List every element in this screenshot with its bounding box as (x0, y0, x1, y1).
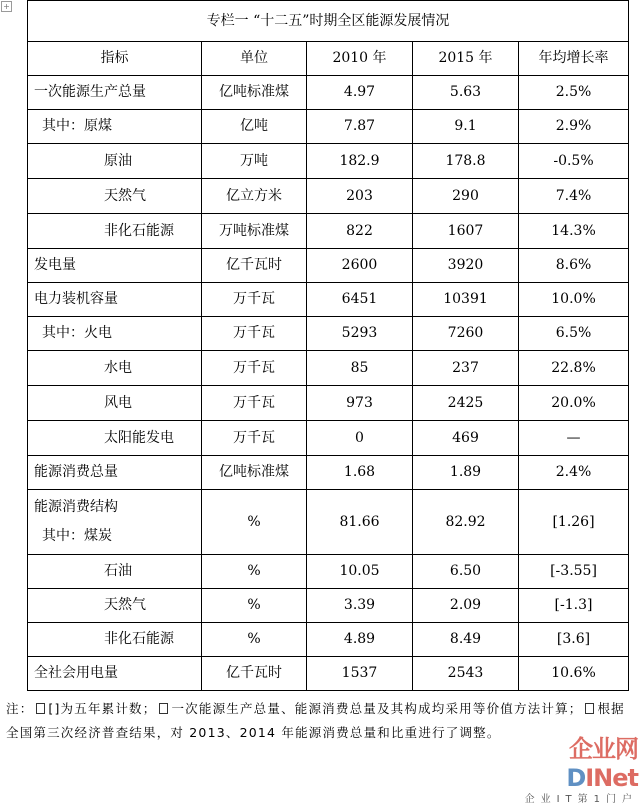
cell-2015: 2543 (413, 657, 519, 691)
cell-indicator: 石油 (28, 555, 202, 589)
cell-2015: 8.49 (413, 623, 519, 657)
cell-indicator: 其中：火电 (28, 317, 202, 351)
cell-unit: % (202, 623, 307, 657)
table-row (28, 555, 629, 589)
cell-2010: 3.39 (307, 589, 413, 623)
table-title: 专栏一 “十二五”时期全区能源发展情况 (28, 1, 629, 42)
cell-unit: 亿吨标准煤 (202, 76, 307, 110)
table-row (28, 76, 629, 110)
table-row (28, 110, 629, 144)
cell-unit: 亿吨 (202, 110, 307, 144)
cell-2010: 2600 (307, 249, 413, 283)
cell-2010: 1537 (307, 657, 413, 691)
footnote-prefix: 注： (6, 701, 34, 716)
cell-unit: 亿千瓦时 (202, 657, 307, 691)
table-row (28, 351, 629, 386)
cell-2015: 7260 (413, 317, 519, 351)
cell-growth: 2.9% (519, 110, 629, 144)
header-indicator: 指标 (28, 42, 202, 76)
cell-2010: 822 (307, 214, 413, 249)
cell-growth: 7.4% (519, 179, 629, 214)
cell-growth: [3.6] (519, 623, 629, 657)
cell-indicator: 全社会用电量 (28, 657, 202, 691)
cell-growth: [1.26] (519, 490, 629, 555)
cell-indicator: 发电量 (28, 249, 202, 283)
cell-2015: 290 (413, 179, 519, 214)
cell-2015: 2425 (413, 386, 519, 421)
cell-growth: -0.5% (519, 144, 629, 179)
cell-2015: 5.63 (413, 76, 519, 110)
table-row (28, 214, 629, 249)
cell-growth: 8.6% (519, 249, 629, 283)
table-row (28, 317, 629, 351)
cell-indicator: 风电 (28, 386, 202, 421)
checkbox-glyph-icon (159, 703, 168, 714)
table-header-row (28, 42, 629, 76)
cell-unit: 万千瓦 (202, 351, 307, 386)
table-title-row (28, 1, 629, 42)
cell-indicator: 天然气 (28, 179, 202, 214)
cell-growth: 2.5% (519, 76, 629, 110)
cell-unit: 亿立方米 (202, 179, 307, 214)
cell-2015: 178.8 (413, 144, 519, 179)
cell-growth: 10.6% (519, 657, 629, 691)
header-2015: 2015 年 (413, 42, 519, 76)
cell-indicator: 电力装机容量 (28, 283, 202, 317)
cell-indicator: 一次能源生产总量 (28, 76, 202, 110)
cell-2010: 81.66 (307, 490, 413, 555)
cell-unit: 万千瓦 (202, 283, 307, 317)
cell-2010: 4.97 (307, 76, 413, 110)
footnote-part3: 根据全国第三次经济普查结果，对 2013、2014 年能源消费总量和比重进行了调整。 (6, 701, 625, 740)
cell-unit: % (202, 589, 307, 623)
table-row (28, 421, 629, 456)
cell-2015: 1.89 (413, 456, 519, 490)
cell-2010: 1.68 (307, 456, 413, 490)
cell-growth: 10.0% (519, 283, 629, 317)
table-row (28, 589, 629, 623)
cell-2010: 7.87 (307, 110, 413, 144)
cell-growth: 22.8% (519, 351, 629, 386)
cell-2010: 5293 (307, 317, 413, 351)
cell-indicator: 能源消费总量 (28, 456, 202, 490)
cell-2015: 6.50 (413, 555, 519, 589)
cell-2010: 6451 (307, 283, 413, 317)
cell-2015: 469 (413, 421, 519, 456)
cell-2010: 973 (307, 386, 413, 421)
cell-2015: 9.1 (413, 110, 519, 144)
checkbox-glyph-icon (36, 703, 45, 714)
cell-growth: [-3.55] (519, 555, 629, 589)
watermark-subtitle: 企业IT第1门户 (524, 794, 638, 805)
cell-unit: 万吨标准煤 (202, 214, 307, 249)
table-row (28, 144, 629, 179)
table-row (28, 623, 629, 657)
header-2010: 2010 年 (307, 42, 413, 76)
table-row (28, 179, 629, 214)
cell-growth: 6.5% (519, 317, 629, 351)
cell-growth: 20.0% (519, 386, 629, 421)
table-row (28, 283, 629, 317)
cell-growth: [-1.3] (519, 589, 629, 623)
table-row (28, 249, 629, 283)
cell-indicator: 原油 (28, 144, 202, 179)
cell-2010: 203 (307, 179, 413, 214)
cell-2015: 10391 (413, 283, 519, 317)
cell-2010: 0 (307, 421, 413, 456)
cell-2010: 10.05 (307, 555, 413, 589)
cell-2010: 4.89 (307, 623, 413, 657)
footnote-part2: 一次能源生产总量、能源消费总量及其构成均采用等价值方法计算； (171, 701, 583, 716)
cell-indicator: 非化石能源 (28, 214, 202, 249)
cell-indicator: 其中：原煤 (28, 110, 202, 144)
header-growth: 年均增长率 (519, 42, 629, 76)
table-row (28, 456, 629, 490)
cell-unit: 亿千瓦时 (202, 249, 307, 283)
cell-indicator: 能源消费结构 其中：煤炭 (28, 490, 202, 555)
checkbox-glyph-icon (585, 703, 594, 714)
cell-2015: 2.09 (413, 589, 519, 623)
cell-indicator: 水电 (28, 351, 202, 386)
cell-growth: 2.4% (519, 456, 629, 490)
energy-table (27, 0, 629, 691)
cell-unit: 万千瓦 (202, 317, 307, 351)
cell-2015: 237 (413, 351, 519, 386)
cell-unit: 亿吨标准煤 (202, 456, 307, 490)
footnote-part1: []为五年累计数； (48, 701, 157, 716)
cell-unit: % (202, 555, 307, 589)
cell-2015: 82.92 (413, 490, 519, 555)
cell-indicator: 非化石能源 (28, 623, 202, 657)
cell-unit: 万千瓦 (202, 421, 307, 456)
cell-unit: 万千瓦 (202, 386, 307, 421)
cell-indicator: 天然气 (28, 589, 202, 623)
table-row (28, 657, 629, 691)
table-row (28, 386, 629, 421)
cell-2015: 3920 (413, 249, 519, 283)
watermark-brand: 企业网DINet (566, 735, 638, 792)
cell-2010: 182.9 (307, 144, 413, 179)
cell-growth: — (519, 421, 629, 456)
cell-growth: 14.3% (519, 214, 629, 249)
cell-indicator: 太阳能发电 (28, 421, 202, 456)
cell-2010: 85 (307, 351, 413, 386)
corner-marker: + (1, 1, 12, 12)
cell-unit: % (202, 490, 307, 555)
watermark-logo (498, 729, 638, 805)
cell-unit: 万吨 (202, 144, 307, 179)
table-row (28, 490, 629, 555)
cell-2015: 1607 (413, 214, 519, 249)
header-unit: 单位 (202, 42, 307, 76)
